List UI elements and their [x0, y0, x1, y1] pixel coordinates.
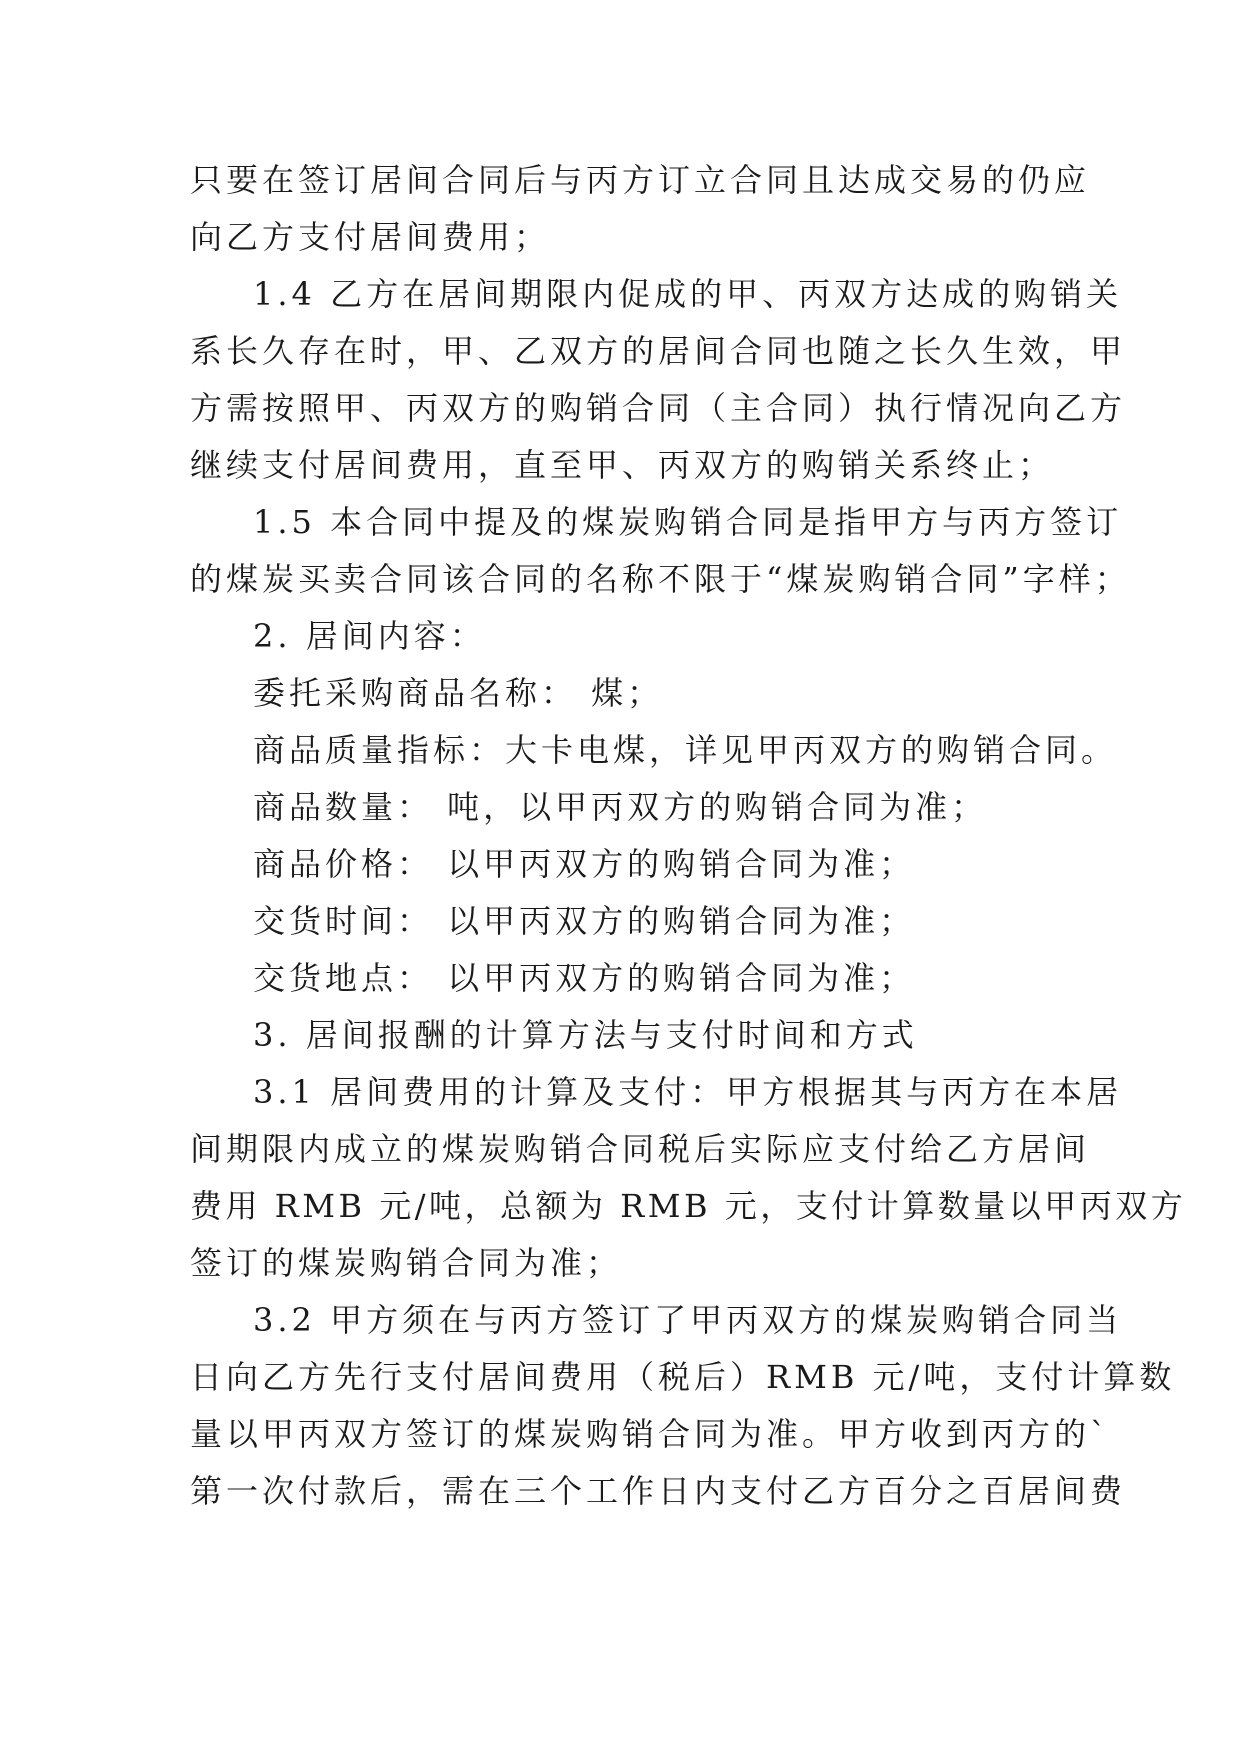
text-line-2: 向乙方支付居间费用；	[190, 218, 551, 256]
text-line-5: 方需按照甲、丙双方的购销合同（主合同）执行情况向乙方	[190, 389, 1127, 427]
text-line-3: 1.4 乙方在居间期限内促成的甲、丙双方达成的购销关	[253, 275, 1123, 313]
text-line-4: 系长久存在时，甲、乙双方的居间合同也随之长久生效，甲	[190, 332, 1127, 370]
text-line-6: 继续支付居间费用，直至甲、丙双方的购销关系终止；	[190, 446, 1055, 484]
text-line-16: 3. 居间报酬的计算方法与支付时间和方式	[253, 1016, 918, 1054]
text-line-7: 1.5 本合同中提及的煤炭购销合同是指甲方与丙方签订	[253, 503, 1123, 541]
text-line-15: 交货地点： 以甲丙双方的购销合同为准；	[253, 959, 916, 997]
text-line-21: 3.2 甲方须在与丙方签订了甲丙双方的煤炭购销合同当	[253, 1301, 1123, 1339]
text-line-11: 商品质量指标：大卡电煤，详见甲丙双方的购销合同。	[253, 731, 1118, 769]
text-line-8: 的煤炭买卖合同该合同的名称不限于“煤炭购销合同”字样；	[190, 560, 1131, 598]
text-line-10: 委托采购商品名称： 煤；	[253, 674, 664, 712]
text-line-9: 2. 居间内容：	[253, 617, 486, 655]
text-line-17: 3.1 居间费用的计算及支付：甲方根据其与丙方在本居	[253, 1073, 1123, 1111]
text-line-19: 费用 RMB 元/吨，总额为 RMB 元，支付计算数量以甲丙双方	[190, 1187, 1187, 1225]
text-line-12: 商品数量： 吨，以甲丙双方的购销合同为准；	[253, 788, 988, 826]
text-line-18: 间期限内成立的煤炭购销合同税后实际应支付给乙方居间	[190, 1130, 1091, 1168]
text-line-20: 签订的煤炭购销合同为准；	[190, 1244, 623, 1282]
text-line-14: 交货时间： 以甲丙双方的购销合同为准；	[253, 902, 916, 940]
text-line-24: 第一次付款后，需在三个工作日内支付乙方百分之百居间费	[190, 1472, 1127, 1510]
text-line-23: 量以甲丙双方签订的煤炭购销合同为准。甲方收到丙方的`	[190, 1415, 1111, 1453]
text-line-1: 只要在签订居间合同后与丙方订立合同且达成交易的仍应	[190, 161, 1091, 199]
text-line-22: 日向乙方先行支付居间费用（税后）RMB 元/吨，支付计算数	[190, 1358, 1176, 1396]
text-line-13: 商品价格： 以甲丙双方的购销合同为准；	[253, 845, 916, 883]
